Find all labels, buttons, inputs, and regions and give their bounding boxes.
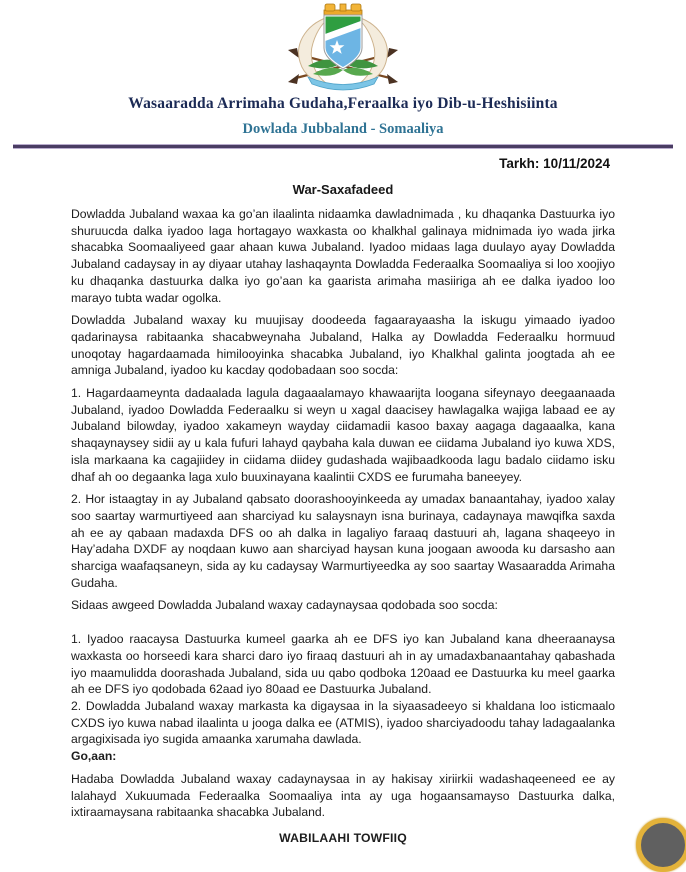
header-divider-rule xyxy=(13,144,673,149)
closing-line: WABILAAHI TOWFIIQ xyxy=(279,830,407,845)
document-title: War-Saxafadeed xyxy=(292,182,394,197)
crown xyxy=(324,4,362,16)
list1-item-2: 2. Hor istaagtay in ay Jubaland qabsato doorashooyinkeeda ay umadax banaantahay, iyadoo xalay soo saartay warmurtiyeed aan sharciyad ku salaysnayn isna burinaya, cadaynaya mawqifka saxda ah ee ay qabaan madaxda DFS oo ah dalka in lagaliyo faraaq dastuuri ah, lagana shaqeeyo in Hay’adaha DXDF ay noqdaan kuwo aan sharciyad haysan kuna joogaan awooda ku darsasho aan sharciga waafaqsaneyn, sida ay ku cadaysay Warmurtiyeedka ay soo saartay Wasaaradda Arimaha Gudaha. xyxy=(71,492,615,590)
press-release-page xyxy=(13,0,673,845)
body-paragraph-1: Dowladda Jubaland waxaa ka go’an ilaalinta nidaamka dawladnimada , ku dhaqanka Dastuurka iyo shuruucda dalka iyadoo laga hortagayo waxkasta oo khalkhal galinaya midnimada iyo wada jirka shacabka Soomaaliyeed gaar ahaan kuwa Jubaland. Iyadoo midaas laga duulayo ayay Dowladda Jubaland cadaysay in ay diyaar utahay lashaqaynta Dowladda Federaalka Soomaaliya si loo xoojiyo ku dhaqanka dastuurka dalka iyo go’aan ka gaarista arimaha masiiriga ah ee dalka iyadoo loo marayo tubta wadar ogolka. xyxy=(71,207,615,305)
body-paragraph-4: Hadaba Dowladda Jubaland waxay cadaynaysaa in ay hakisay xiriirkii wadashaqeeneed ee ay lalahayd Xukuumada Federaalka Soomaaliya inta ay uga hogaansamayso Dastuurka dalka, ixtiraamaysana rabitaanka shacabka Jubaland. xyxy=(71,771,615,820)
ministry-title: Wasaaradda Arrimaha Gudaha,Feraalka iyo Dib-u-Heshisiinta xyxy=(128,95,558,112)
jubaland-coat-of-arms-icon xyxy=(280,4,406,88)
emblem-container xyxy=(13,0,673,88)
government-title: Dowlada Jubbaland - Somaaliya xyxy=(242,121,444,137)
list2-item-1: 1. Iyadoo raacaysa Dastuurka kumeel gaarka ah ee DFS iyo kan Jubaland kana dheeraanaysa waxkasta oo horseedi kara sharci daro iyo firaaq dastuuri ah in ay umadaxbanaantahay qabashada iyo maamulidda doorashada Jubaland, sida uu qabo qodboka 120aad ee Dastuurka ku meel gaarka ah ee DFS iyo qodobada 62aad iyo 80aad ee Dastuurka Jubaland. xyxy=(71,632,615,697)
list1-item-1: 1. Hagardaameynta dadaalada lagula dagaaalamayo khawaarijta loogana sifeynayo deegaanaada Jubaland, iyadoo Dowladda Federaalku si weyn u xagal daacisey hawlagalka wajiga labaad ee ay Jubaland bilowday, iyadoo xakameyn wayday ciidamadii kasoo baxay aagaga dagaaalka, kana shaqaynaysey sidii ay u kala fufuri lahayd qaybaha kala duwan ee ciidama Jubaland iyo kuwa XDS, isla markaana ka cagajiidey in ciidama diidey gudashada wajibaadkooda lagu badalo ciidamo isku dhaf ah oo degaanka laga xulo buuxinayana kaalintii CXDS ee furumaha baneeyey. xyxy=(71,386,615,484)
body-paragraph-2: Dowladda Jubaland waxay ku muujisay doodeeda fagaarayaasha la iskugu yimaado iyadoo qadarinaysa rabitaanka shacabweynaha Jubaland, Halka ay Dowladda Federaalku hormuud unoqotay hagardaamada himilooyinka shacabka Jubaland, iyo Khalkhal galinta joogtada ah ee amniga Jubaland, iyadoo ku kacday qodobadaan soo socda: xyxy=(71,313,615,378)
body-paragraph-3: Sidaas awgeed Dowladda Jubaland waxay cadaynaysaa qodobada soo socda: xyxy=(71,598,498,613)
document-body xyxy=(13,206,673,847)
list2-item-2: 2. Dowladda Jubaland waxay markasta ka digaysaa in la siyaasadeeyo si khaldana loo isticmaalo CXDS iyo kuwa nabad ilaalinta u jooga dalka ee (ATMIS), iyadoo sharciyadoodu tahay ladagaalanka argagixisada iyo sugida amaanka xarumaha dawlada. xyxy=(71,698,615,747)
decision-heading: Go,aan: xyxy=(71,749,117,764)
date-label: Tarkh: 10/11/2024 xyxy=(499,156,610,171)
gold-seal-icon xyxy=(636,818,686,872)
